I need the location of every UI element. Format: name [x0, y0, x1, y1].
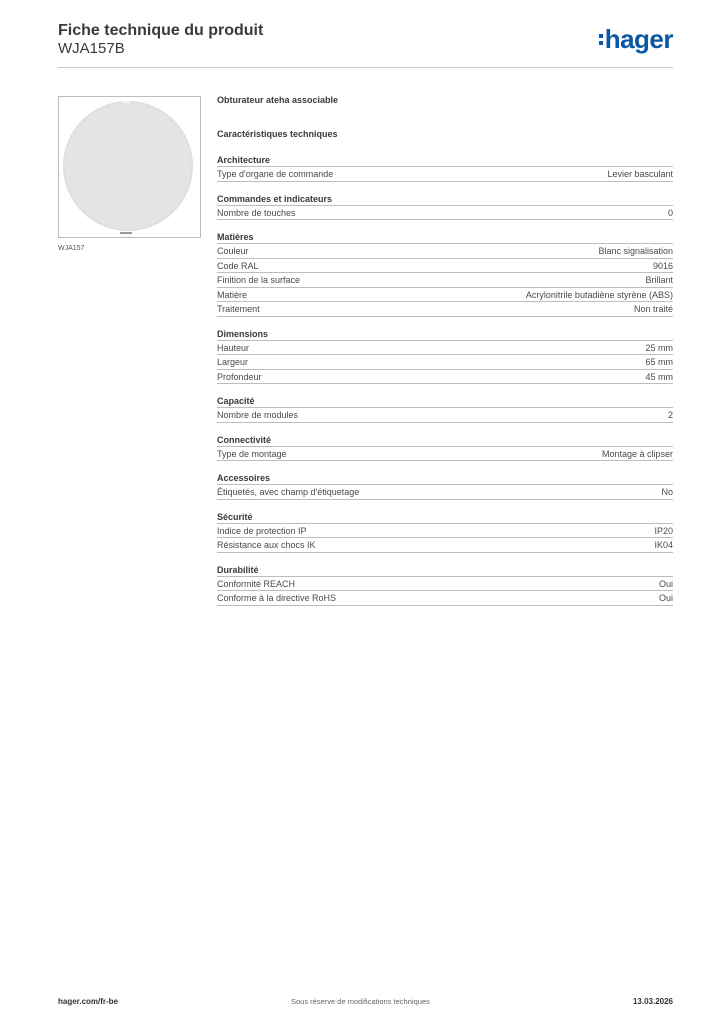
- spec-row: [217, 408, 673, 423]
- page-footer: [58, 997, 673, 1011]
- spec-label: Nombre de touches: [217, 207, 296, 218]
- spec-value: Oui: [658, 593, 673, 603]
- spec-section: [217, 230, 673, 317]
- product-name: Obturateur ateha associable: [217, 95, 339, 105]
- spec-section: [217, 394, 673, 423]
- spec-section: [217, 510, 673, 553]
- spec-value: 25 mm: [645, 342, 673, 353]
- spec-label: Résistance aux chocs IK: [217, 540, 316, 550]
- spec-sheet: [217, 93, 673, 616]
- cover-notch-bottom: [120, 232, 132, 234]
- spec-label: Traitement: [217, 304, 260, 314]
- spec-value: 0: [667, 207, 673, 218]
- spec-row: [217, 167, 673, 182]
- spec-row: [217, 577, 673, 592]
- spec-row: [217, 447, 673, 462]
- spec-value: No: [661, 487, 673, 497]
- cover-notch-top: [122, 101, 130, 103]
- spec-label: Hauteur: [217, 342, 250, 353]
- spec-section: [217, 563, 673, 606]
- brand-name: hager: [604, 24, 673, 54]
- spec-section: [217, 433, 673, 462]
- spec-label: Nombre de modules: [217, 410, 299, 420]
- spec-row: [217, 206, 673, 221]
- spec-row: [217, 524, 673, 539]
- spec-value: IP20: [654, 525, 673, 536]
- spec-row: [217, 259, 673, 274]
- spec-row: [217, 591, 673, 606]
- spec-row: [217, 273, 673, 288]
- spec-label: Finition de la surface: [217, 275, 301, 285]
- section-title: Matières: [217, 230, 673, 244]
- spec-label: Couleur: [217, 246, 249, 256]
- section-title: Architecture: [217, 153, 673, 167]
- footer-date: 13.03.2026: [632, 997, 673, 1006]
- spec-value: 65 mm: [645, 357, 673, 367]
- spec-value: Oui: [658, 578, 673, 589]
- section-title: Sécurité: [217, 510, 673, 524]
- spec-section: [217, 192, 673, 221]
- footer-disclaimer: Sous réserve de modifications techniques: [291, 997, 430, 1006]
- spec-label: Conforme à la directive RoHS: [217, 593, 337, 603]
- spec-label: Matière: [217, 289, 248, 300]
- spec-label: Code RAL: [217, 260, 259, 271]
- spec-label: Indice de protection IP: [217, 525, 307, 536]
- spec-value: 45 mm: [645, 371, 673, 382]
- spec-row: [217, 244, 673, 259]
- spec-row: [217, 485, 673, 500]
- spec-row: [217, 341, 673, 356]
- product-code: WJA157B: [58, 40, 125, 57]
- footer-website: hager.com/fr-be: [58, 997, 119, 1006]
- spec-value: Acrylonitrile butadiène styrène (ABS): [525, 289, 673, 300]
- cover-plate-image: [63, 101, 193, 231]
- section-title: Capacité: [217, 394, 673, 408]
- spec-value: IK04: [654, 540, 673, 550]
- spec-section: [217, 153, 673, 182]
- spec-value: Montage à clipser: [601, 448, 673, 459]
- spec-label: Étiquetés, avec champ d'étiquetage: [217, 487, 360, 497]
- section-title: Dimensions: [217, 327, 673, 341]
- spec-value: 2: [667, 410, 673, 420]
- spec-label: Profondeur: [217, 371, 262, 382]
- spec-value: Non traité: [633, 304, 673, 314]
- spec-value: Brillant: [645, 275, 673, 285]
- spec-value: 9016: [652, 260, 673, 271]
- product-image: [58, 96, 201, 238]
- spec-row: [217, 302, 673, 317]
- spec-row: [217, 355, 673, 370]
- spec-value: Levier basculant: [607, 169, 673, 179]
- section-title: Durabilité: [217, 563, 673, 577]
- spec-section: [217, 327, 673, 385]
- spec-sections: [217, 153, 673, 606]
- image-caption: WJA157: [58, 245, 85, 252]
- spec-row: [217, 538, 673, 553]
- spec-subtitle: Caractéristiques techniques: [217, 129, 338, 139]
- section-title: Commandes et indicateurs: [217, 192, 673, 206]
- spec-label: Type d'organe de commande: [217, 169, 334, 179]
- spec-row: [217, 370, 673, 385]
- spec-label: Largeur: [217, 357, 249, 367]
- spec-label: Conformité REACH: [217, 578, 296, 589]
- spec-section: [217, 471, 673, 500]
- spec-row: [217, 288, 673, 303]
- spec-label: Type de montage: [217, 448, 287, 459]
- spec-value: Blanc signalisation: [598, 246, 673, 256]
- page-title: Fiche technique du produit: [58, 22, 264, 39]
- section-title: Connectivité: [217, 433, 673, 447]
- page-header: [58, 20, 673, 68]
- section-title: Accessoires: [217, 471, 673, 485]
- brand-logo: [599, 24, 673, 55]
- logo-dots-icon: [599, 31, 603, 48]
